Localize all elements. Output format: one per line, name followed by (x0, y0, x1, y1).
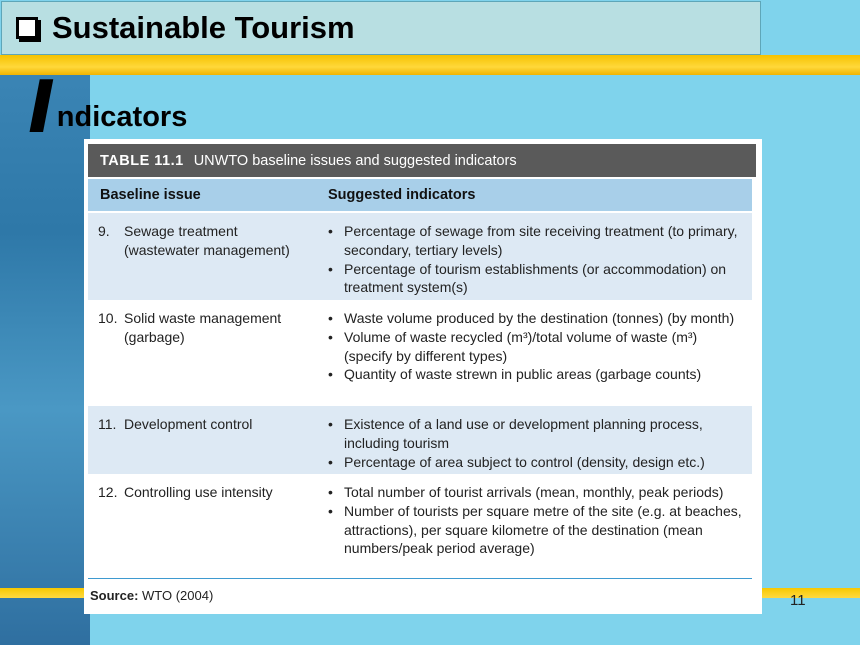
list-item: • Percentage of area subject to control (density, design etc.) (326, 453, 746, 472)
list-item: • Percentage of sewage from site receiving treatment (to primary, secondary, tertiary levels) (326, 222, 746, 260)
baseline-issue: 10. Solid waste management (garbage) (98, 310, 282, 345)
list-item: • Percentage of tourism establishments (or accommodation) on treatment system(s) (326, 260, 746, 298)
page-title: Sustainable Tourism (52, 10, 355, 45)
title-bar (1, 1, 761, 55)
indicator-list (326, 483, 746, 558)
baseline-issue: 11. Development control (98, 416, 253, 432)
table-header (88, 179, 752, 211)
list-item: • Quantity of waste strewn in public areas (garbage counts) (326, 365, 746, 384)
baseline-issue: 9. Sewage treatment (wastewater management) (98, 223, 290, 258)
sub-heading-initial: I (28, 65, 55, 149)
table-caption (88, 144, 756, 177)
source-note: Source: WTO (2004) (90, 588, 214, 603)
list-item: • Number of tourists per square metre of the site (e.g. at beaches, attractions), per square kilometre of the destination (mean numbers/peak period average) (326, 502, 746, 558)
table-row (88, 213, 752, 300)
list-item: • Waste volume produced by the destination (tonnes) (by month) (326, 309, 746, 328)
column-header-baseline: Baseline issue (100, 187, 201, 203)
checkbox-icon (16, 17, 38, 39)
table-number: TABLE 11.1 (100, 152, 184, 169)
indicator-list (326, 309, 746, 384)
baseline-issue: 12. Controlling use intensity (98, 484, 273, 500)
table-row (88, 406, 752, 474)
sub-heading (28, 60, 188, 149)
indicator-list (326, 222, 746, 297)
list-item: • Total number of tourist arrivals (mean, monthly, peak periods) (326, 483, 746, 502)
indicator-table (84, 139, 762, 614)
list-item: • Existence of a land use or development planning process, including tourism (326, 415, 746, 453)
sub-heading-text: ndicators (56, 101, 188, 133)
list-item: • Volume of waste recycled (m³)/total volume of waste (m³) (specify by different types) (326, 328, 746, 366)
table-divider (88, 578, 752, 579)
page-number: 11 (790, 592, 806, 609)
table-row (88, 300, 752, 406)
table-row (88, 474, 752, 578)
indicator-list (326, 415, 746, 471)
column-header-indicators: Suggested indicators (328, 187, 476, 203)
table-caption-text: UNWTO baseline issues and suggested indicators (193, 152, 517, 169)
